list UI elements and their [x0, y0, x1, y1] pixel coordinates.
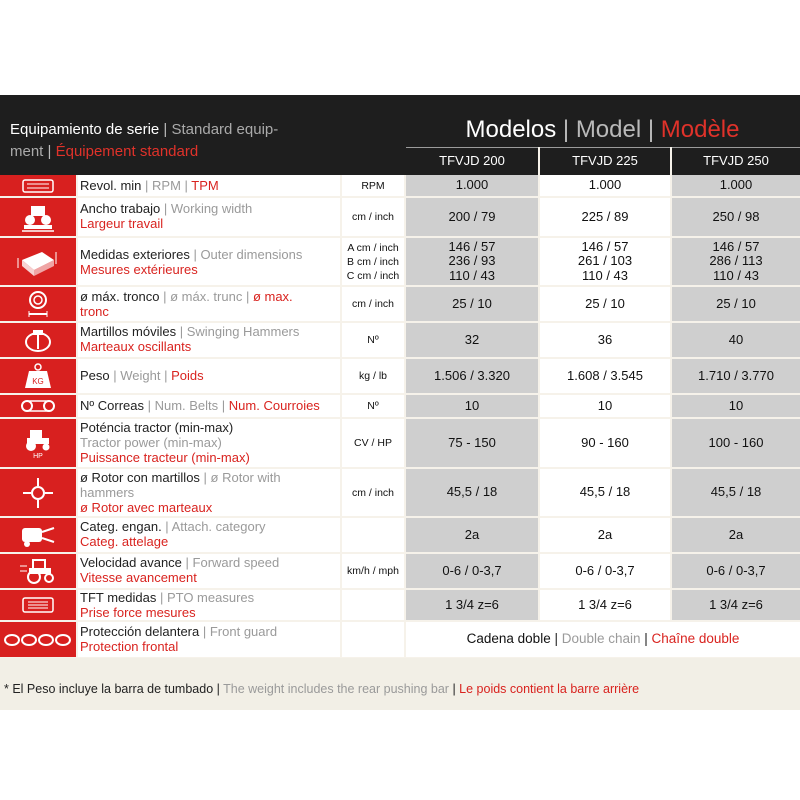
value-cell: 25 / 10 — [540, 287, 670, 321]
value-cell: 2a — [672, 518, 800, 552]
value-cell: 200 / 79 — [406, 198, 538, 236]
value-cell: 1 3/4 z=6 — [672, 590, 800, 620]
spec-row-working-width — [0, 198, 800, 236]
row-label: Nº Correas | Num. Belts | Num. Courroies — [78, 395, 340, 417]
svg-text:HP: HP — [33, 453, 43, 460]
row-label: Medidas exteriores | Outer dimensions Mesures extérieures — [78, 238, 340, 285]
model-name-1: TFVJD 200 — [439, 153, 505, 168]
model-name-2: TFVJD 225 — [572, 153, 638, 168]
value-cell: 25 / 10 — [672, 287, 800, 321]
spec-row-front-guard — [0, 622, 800, 657]
tractor-width-icon — [0, 198, 76, 236]
value-cell: 146 / 57 286 / 113 110 / 43 — [672, 238, 800, 285]
value-cell: 10 — [540, 395, 670, 417]
row-label: TFT medidas | PTO measures Prise force mesures — [78, 590, 340, 620]
unit-cell: cm / inch — [342, 287, 404, 321]
value-cell: 146 / 57 261 / 103 110 / 43 — [540, 238, 670, 285]
value-cell: 2a — [406, 518, 538, 552]
pto-icon — [0, 590, 76, 620]
value-cell: 1 3/4 z=6 — [540, 590, 670, 620]
svg-text:KG: KG — [32, 377, 44, 386]
row-label: Velocidad avance | Forward speed Vitesse avancement — [78, 554, 340, 588]
value-cell: 36 — [540, 323, 670, 357]
row-label: Ancho trabajo | Working width Largeur travail — [78, 198, 340, 236]
unit-cell — [342, 518, 404, 552]
row-label: Peso | Weight | Poids — [78, 359, 340, 393]
model-name-3: TFVJD 250 — [703, 153, 769, 168]
row-label: ø Rotor con martillos | ø Rotor with hammers ø Rotor avec marteaux — [78, 469, 340, 516]
row-label: Martillos móviles | Swinging Hammers Marteaux oscillants — [78, 323, 340, 357]
value-cell: 45,5 / 18 — [672, 469, 800, 516]
belt-icon — [0, 395, 76, 417]
models-title: Modelos | Model | Modèle — [465, 116, 740, 143]
spec-row-rpm — [0, 175, 800, 196]
value-cell: 100 - 160 — [672, 419, 800, 467]
standard-equipment-title: Equipamiento de serie | Standard equip- ment | Équipement standard — [10, 121, 279, 160]
value-cell: 0-6 / 0-3,7 — [540, 554, 670, 588]
spec-row-forward-speed — [0, 554, 800, 588]
front-guard-value: Cadena doble | Double chain | Chaîne double — [406, 622, 800, 657]
value-cell: 1.710 / 3.770 — [672, 359, 800, 393]
row-label: Protección delantera | Front guard Protection frontal — [78, 622, 340, 657]
value-cell: 1 3/4 z=6 — [406, 590, 538, 620]
row-label: Revol. min | RPM | TPM — [78, 175, 340, 196]
hitch-category-icon — [0, 518, 76, 552]
row-label: Poténcia tractor (min-max) Tractor power (min-max) Puissance tracteur (min-max) — [78, 419, 340, 467]
value-cell: 146 / 57 236 / 93 110 / 43 — [406, 238, 538, 285]
models-underline — [406, 147, 800, 148]
weight-footnote: * El Peso incluye la barra de tumbado | The weight includes the rear pushing bar | Le poids contient la barre arrière — [4, 682, 640, 696]
spec-row-weight — [0, 359, 800, 393]
value-cell: 90 - 160 — [540, 419, 670, 467]
value-cell: 2a — [540, 518, 670, 552]
unit-cell: cm / inch — [342, 469, 404, 516]
unit-cell: cm / inch — [342, 198, 404, 236]
chain-icon — [0, 622, 76, 657]
value-cell: 45,5 / 18 — [540, 469, 670, 516]
value-cell: 1.000 — [406, 175, 538, 196]
spec-row-trunk-diameter — [0, 287, 800, 321]
value-cell: 40 — [672, 323, 800, 357]
value-cell: 75 - 150 — [406, 419, 538, 467]
unit-cell: Nº — [342, 395, 404, 417]
spec-row-rotor — [0, 469, 800, 516]
tachometer-icon — [0, 175, 76, 196]
unit-cell: RPM — [342, 175, 404, 196]
trunk-diameter-icon — [0, 287, 76, 321]
tractor-speed-icon — [0, 554, 76, 588]
value-cell: 1.506 / 3.320 — [406, 359, 538, 393]
unit-cell — [342, 590, 404, 620]
value-cell: 250 / 98 — [672, 198, 800, 236]
value-cell: 0-6 / 0-3,7 — [672, 554, 800, 588]
unit-cell: Nº — [342, 323, 404, 357]
spec-row-hitch-category — [0, 518, 800, 552]
value-cell: 0-6 / 0-3,7 — [406, 554, 538, 588]
unit-cell: A cm / inch B cm / inch C cm / inch — [342, 238, 404, 285]
value-cell: 10 — [406, 395, 538, 417]
unit-cell: kg / lb — [342, 359, 404, 393]
weight-icon — [0, 359, 76, 393]
spec-row-hammers — [0, 323, 800, 357]
value-cell: 1.608 / 3.545 — [540, 359, 670, 393]
tractor-hp-icon — [0, 419, 76, 467]
value-cell: 10 — [672, 395, 800, 417]
unit-cell — [342, 622, 404, 657]
spec-row-tractor-power — [0, 419, 800, 467]
hammer-icon — [0, 323, 76, 357]
value-cell: 25 / 10 — [406, 287, 538, 321]
mulcher-dimensions-icon — [0, 238, 76, 285]
row-label: ø máx. tronco | ø máx. trunc | ø max. tronc — [78, 287, 340, 321]
value-cell: 1.000 — [540, 175, 670, 196]
spec-row-belts — [0, 395, 800, 417]
spec-row-outer-dimensions — [0, 238, 800, 285]
value-cell: 32 — [406, 323, 538, 357]
unit-cell: CV / HP — [342, 419, 404, 467]
value-cell: 1.000 — [672, 175, 800, 196]
unit-cell: km/h / mph — [342, 554, 404, 588]
value-cell: 45,5 / 18 — [406, 469, 538, 516]
rotor-icon — [0, 469, 76, 516]
value-cell: 225 / 89 — [540, 198, 670, 236]
spec-row-pto — [0, 590, 800, 620]
row-label: Categ. engan. | Attach. category Categ. attelage — [78, 518, 340, 552]
